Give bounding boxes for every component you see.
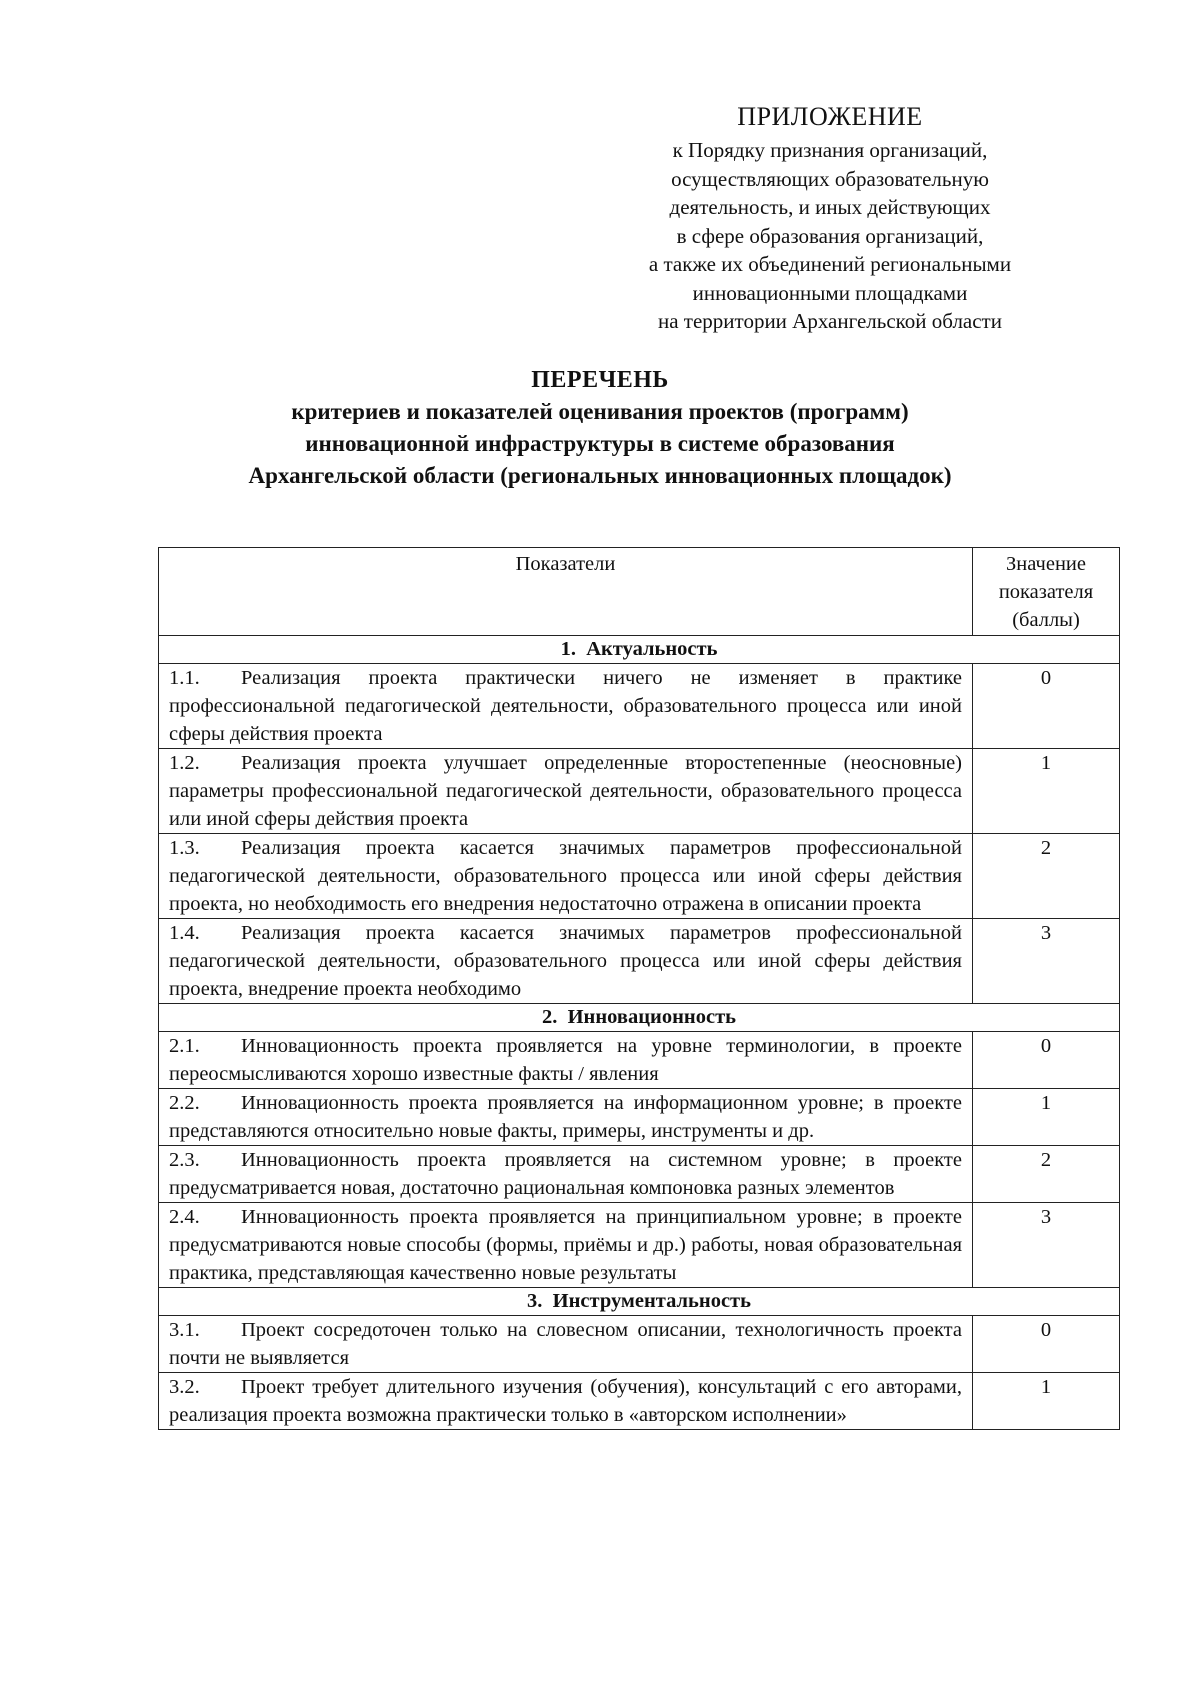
- title-line: критериев и показателей оценивания проектов (программ): [291, 399, 909, 424]
- score-value: 2: [973, 1146, 1120, 1203]
- section-heading: [159, 1004, 1120, 1032]
- criterion-number: 1.4.: [169, 922, 200, 944]
- table-row: [159, 1203, 1120, 1288]
- table-row: [159, 664, 1120, 749]
- criterion-number: 1.1.: [169, 667, 200, 689]
- criteria-table-wrapper: [158, 547, 1119, 1430]
- criterion-text: Инновационность проекта проявляется на уровне терминологии, в проекте переосмысливаются хорошо известные факты / явления: [169, 1035, 962, 1085]
- section-title: Актуальность: [586, 638, 718, 660]
- score-value: 3: [973, 1203, 1120, 1288]
- section-title: Инструментальность: [552, 1290, 751, 1312]
- table-row: [159, 749, 1120, 834]
- criterion-cell: [159, 749, 973, 834]
- score-value: 0: [973, 1032, 1120, 1089]
- criterion-text: Проект требует длительного изучения (обучения), консультаций с его авторами, реализация проекта возможна практически только в «авторском исполнении»: [169, 1376, 962, 1426]
- criterion-text: Реализация проекта касается значимых параметров профессиональной педагогической деятельности, образовательного процесса или иной сферы действия проекта, но необходимость его внедрения недостаточно отражена в описании проекта: [169, 837, 962, 915]
- section-row: [159, 1288, 1120, 1316]
- criterion-text: Реализация проекта практически ничего не изменяет в практике профессиональной педагогической деятельности, образовательного процесса или иной сферы действия проекта: [169, 667, 962, 745]
- table-row: [159, 1146, 1120, 1203]
- criterion-number: 1.3.: [169, 837, 200, 859]
- score-value: 3: [973, 919, 1120, 1004]
- criterion-cell: [159, 834, 973, 919]
- table-row: [159, 1373, 1120, 1430]
- table-header-row: [159, 548, 1120, 636]
- title-line: инновационной инфраструктуры в системе образования: [305, 431, 895, 456]
- criterion-cell: [159, 919, 973, 1004]
- criterion-number: 1.2.: [169, 752, 200, 774]
- criteria-table-body: [159, 636, 1120, 1430]
- section-heading: [159, 636, 1120, 664]
- criterion-text: Реализация проекта касается значимых параметров профессиональной педагогической деятельности, образовательного процесса или иной сферы действия проекта, внедрение проекта необходимо: [169, 922, 962, 1000]
- title-main: ПЕРЕЧЕНЬ: [531, 367, 669, 393]
- criteria-table: [158, 547, 1120, 1430]
- score-value: 0: [973, 1316, 1120, 1373]
- score-value: 1: [973, 749, 1120, 834]
- criterion-number: 2.4.: [169, 1206, 200, 1228]
- criterion-number: 3.1.: [169, 1319, 200, 1341]
- criterion-cell: [159, 1203, 973, 1288]
- criterion-number: 2.3.: [169, 1149, 200, 1171]
- section-number: 1.: [560, 638, 576, 660]
- header-value-line: показателя: [998, 581, 1094, 603]
- criterion-text: Реализация проекта улучшает определенные второстепенные (неосновные) параметры профессиональной педагогической деятельности, образовательного процесса или иной сферы действия проекта: [169, 752, 962, 830]
- criterion-number: 2.2.: [169, 1092, 200, 1114]
- header-value-line: Значение: [1006, 553, 1086, 575]
- criterion-cell: [159, 1316, 973, 1373]
- criterion-cell: [159, 664, 973, 749]
- section-row: [159, 1004, 1120, 1032]
- table-row: [159, 834, 1120, 919]
- table-row: [159, 1316, 1120, 1373]
- title-line: Архангельской области (региональных инновационных площадок): [248, 463, 952, 488]
- header-value: [973, 548, 1120, 636]
- section-number: 3.: [527, 1290, 543, 1312]
- table-row: [159, 1032, 1120, 1089]
- header-criteria: Показатели: [159, 548, 973, 636]
- table-row: [159, 919, 1120, 1004]
- document-title: [100, 364, 1100, 492]
- criterion-cell: [159, 1373, 973, 1430]
- criterion-text: Проект сосредоточен только на словесном описании, технологичность проекта почти не выявляется: [169, 1319, 962, 1369]
- table-row: [159, 1089, 1120, 1146]
- criterion-cell: [159, 1146, 973, 1203]
- criterion-cell: [159, 1089, 973, 1146]
- score-value: 2: [973, 834, 1120, 919]
- appendix-subtitle: [640, 136, 1020, 336]
- criterion-number: 2.1.: [169, 1035, 200, 1057]
- section-heading: [159, 1288, 1120, 1316]
- appendix-line: на территории Архангельской области: [658, 309, 1002, 333]
- section-title: Инновационность: [567, 1006, 736, 1028]
- appendix-line: осуществляющих образовательную: [671, 166, 989, 191]
- appendix-line: деятельность, и иных действующих: [669, 195, 991, 219]
- appendix-header: [640, 100, 1020, 336]
- criterion-text: Инновационность проекта проявляется на информационном уровне; в проекте представляются относительно новые факты, примеры, инструменты и др.: [169, 1092, 962, 1142]
- score-value: 1: [973, 1089, 1120, 1146]
- score-value: 0: [973, 664, 1120, 749]
- criterion-text: Инновационность проекта проявляется на принципиальном уровне; в проекте предусматриваются новые способы (формы, приёмы и др.) работы, новая образовательная практика, представляющая качественно новые результаты: [169, 1206, 962, 1284]
- appendix-line: инновационными площадками: [692, 280, 968, 305]
- appendix-line: к Порядку признания организаций,: [672, 138, 988, 162]
- score-value: 1: [973, 1373, 1120, 1430]
- header-value-line: (баллы): [1012, 609, 1080, 631]
- appendix-line: а также их объединений региональными: [648, 252, 1012, 276]
- appendix-title: ПРИЛОЖЕНИЕ: [737, 102, 923, 131]
- criterion-number: 3.2.: [169, 1376, 200, 1398]
- appendix-line: в сфере образования организаций,: [676, 223, 984, 248]
- section-number: 2.: [541, 1006, 558, 1028]
- criterion-cell: [159, 1032, 973, 1089]
- section-row: [159, 636, 1120, 664]
- criterion-text: Инновационность проекта проявляется на системном уровне; в проекте предусматривается новая, достаточно рациональная компоновка разных элементов: [169, 1149, 962, 1199]
